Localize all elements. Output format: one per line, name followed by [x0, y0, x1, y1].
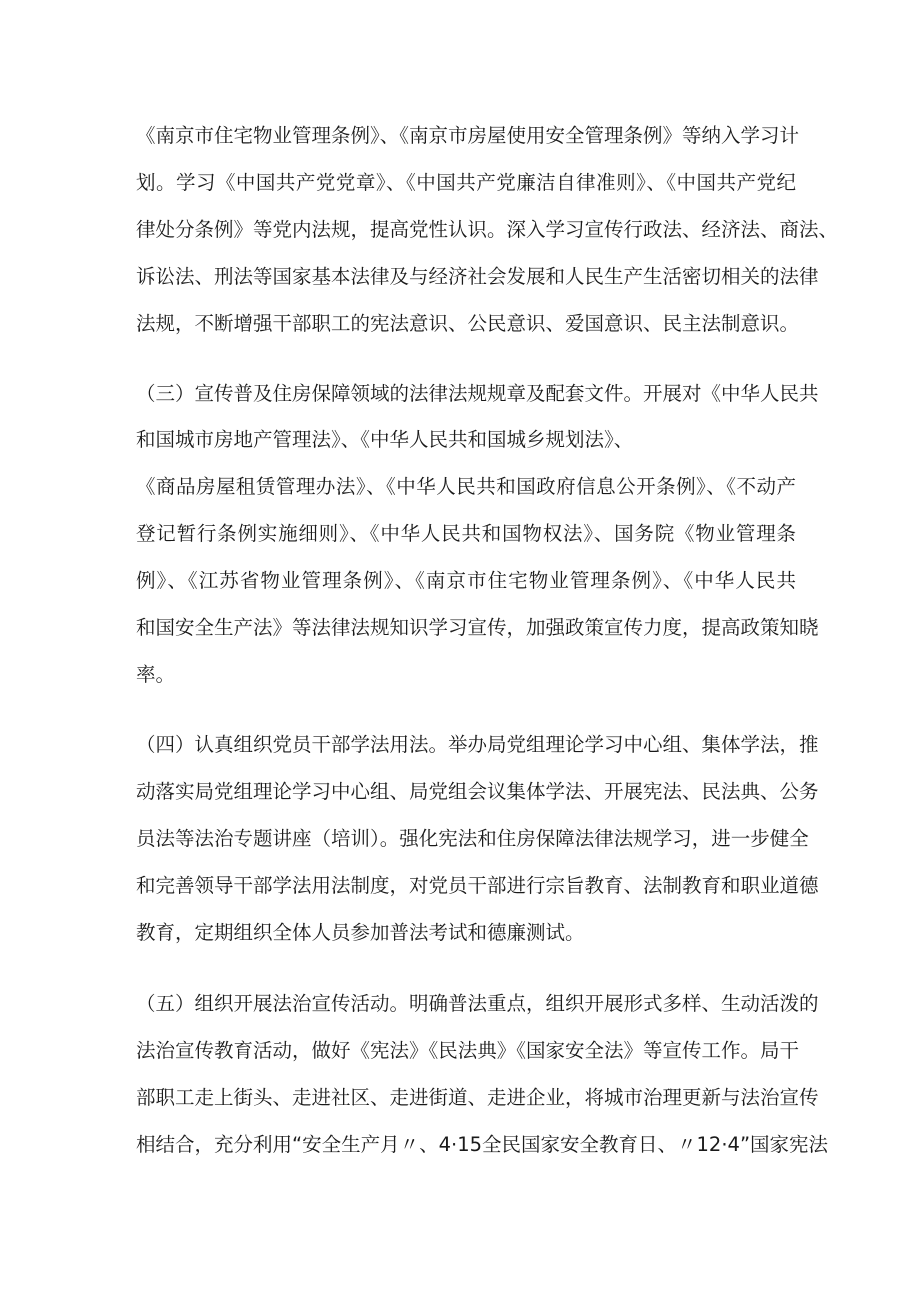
paragraph-1-line-1: 《南京市住宅物业管理条例》、《南京市房屋使用安全管理条例》等纳入学习计	[136, 124, 800, 147]
paragraph-2-line-6: 和国安全生产法》等法律法规知识学习宣传，加强政策宣传力度，提高政策知晓	[136, 616, 819, 639]
paragraph-2-line-3: 《商品房屋租赁管理办法》、《中华人民共和国政府信息公开条例》、《不动产	[136, 475, 796, 498]
paragraph-2-line-1: （三）宣传普及住房保障领域的法律法规规章及配套文件。开展对《中华人民共	[136, 382, 819, 405]
paragraph-3-line-5: 教育，定期组织全体人员参加普法考试和德廉测试。	[136, 921, 585, 944]
paragraph-4-line-1: （五）组织开展法治宣传活动。明确普法重点，组织开展形式多样、生动活泼的	[136, 992, 819, 1015]
paragraph-1-line-2: 划。学习《中国共产党党章》、《中国共产党廉洁自律准则》、《中国共产党纪	[136, 171, 796, 194]
paragraph-1-line-5: 法规，不断增强干部职工的宪法意识、公民意识、爱国意识、民主法制意识。	[136, 312, 800, 335]
paragraph-3-line-4: 和完善领导干部学法用法制度，对党员干部进行宗旨教育、法制教育和职业道德	[136, 874, 819, 897]
paragraph-2-line-2: 和国城市房地产管理法》、《中华人民共和国城乡规划法》、	[136, 428, 634, 451]
paragraph-4-line-3: 部职工走上街头、走进社区、走进街道、走进企业，将城市治理更新与法治宣传	[136, 1086, 819, 1109]
paragraph-4-line-4: 相结合，充分利用“安全生产月〃、4·15全民国家安全教育日、〃12·4”国家宪法	[136, 1133, 829, 1156]
paragraph-1-line-4: 诉讼法、刑法等国家基本法律及与经济社会发展和人民生产生活密切相关的法律	[136, 265, 819, 288]
paragraph-3-line-2: 动落实局党组理论学习中心组、局党组会议集体学法、开展宪法、民法典、公务	[136, 780, 819, 803]
paragraph-1-line-3: 律处分条例》等党内法规，提高党性认识。深入学习宣传行政法、经济法、商法、	[136, 218, 839, 241]
paragraph-3-line-3: 员法等法治专题讲座（培训）。强化宪法和住房保障法律法规学习，进一步健全	[136, 827, 809, 850]
paragraph-2-line-4: 登记暂行条例实施细则》、《中华人民共和国物权法》、国务院《物业管理条	[136, 522, 796, 545]
paragraph-4-line-2: 法治宣传教育活动，做好《宪法》《民法典》《国家安全法》等宣传工作。局干	[136, 1039, 800, 1062]
paragraph-2-line-5: 例》、《江苏省物业管理条例》、《南京市住宅物业管理条例》、《中华人民共	[136, 569, 796, 592]
paragraph-3-line-1: （四）认真组织党员干部学法用法。举办局党组理论学习中心组、集体学法，推	[136, 733, 819, 756]
paragraph-2-line-7: 率。	[136, 663, 176, 686]
